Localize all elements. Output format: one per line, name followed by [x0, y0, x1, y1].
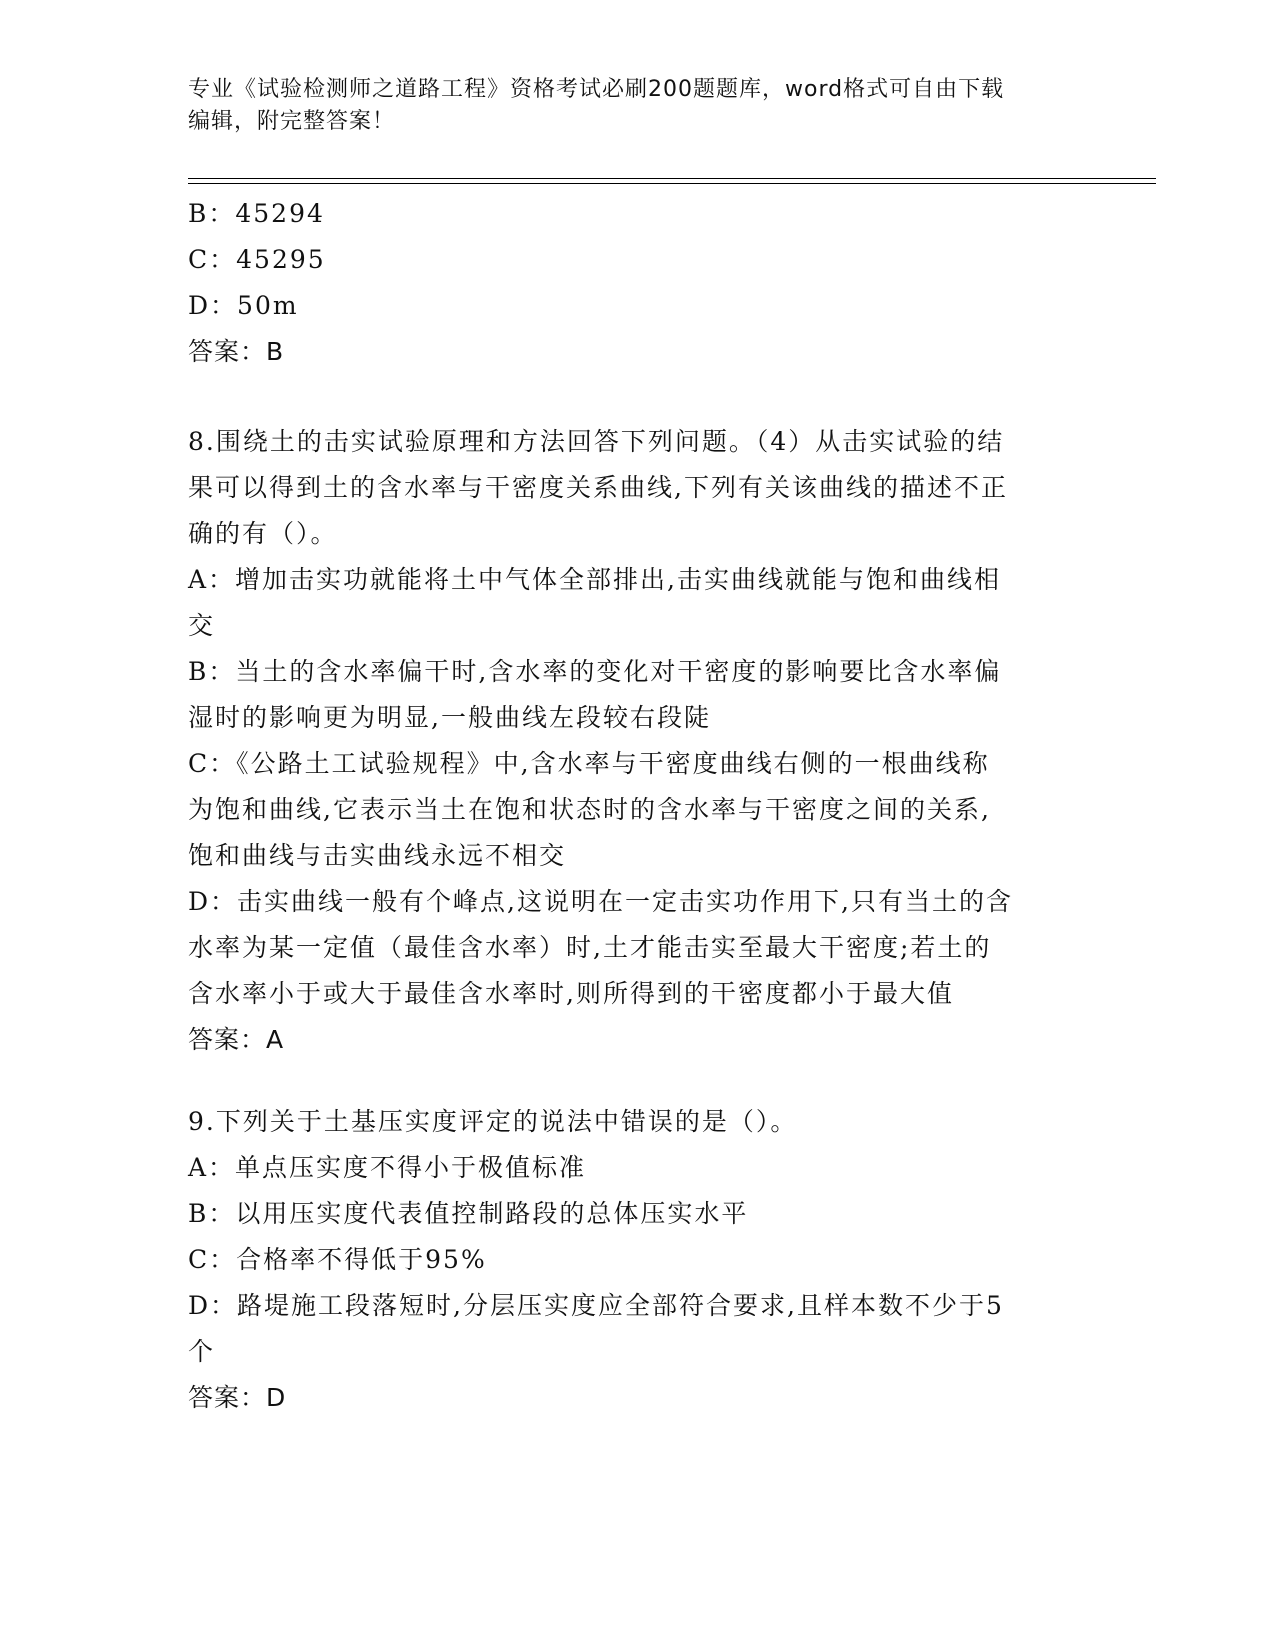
- q9-option-b: B：以用压实度代表值控制路段的总体压实水平: [188, 1199, 749, 1228]
- q9-stem: 9.下列关于土基压实度评定的说法中错误的是（）。: [188, 1107, 798, 1136]
- q8-answer: 答案：A: [188, 1025, 285, 1054]
- q7-answer: 答案：B: [188, 337, 285, 366]
- q8-option-d-line-2: 水率为某一定值（最佳含水率）时,土才能击实至最大干密度;若土的: [188, 933, 992, 962]
- q8-option-c-line-1: C：《公路土工试验规程》中,含水率与干密度曲线右侧的一根曲线称: [188, 749, 990, 778]
- q7-option-b: B：45294: [188, 199, 325, 228]
- q9-option-d-line-1: D：路堤施工段落短时,分层压实度应全部符合要求,且样本数不少于5: [188, 1291, 1004, 1320]
- document-header: [188, 74, 1068, 138]
- header-divider-bottom: [188, 183, 1156, 184]
- spacer: [188, 375, 1078, 419]
- q9-option-c: C：合格率不得低于95%: [188, 1245, 487, 1274]
- q8-stem-line-1: 8.围绕土的击实试验原理和方法回答下列问题。（4）从击实试验的结: [188, 427, 1005, 456]
- q9-answer: 答案：D: [188, 1383, 287, 1412]
- question-9: [188, 1099, 1078, 1421]
- header-divider-top: [188, 178, 1156, 179]
- q9-option-d-line-2: 个: [188, 1337, 216, 1366]
- document-body: [188, 191, 1078, 1421]
- q8-option-c-line-2: 为饱和曲线,它表示当土在饱和状态时的含水率与干密度之间的关系,: [188, 795, 991, 824]
- q8-stem-line-2: 果可以得到土的含水率与干密度关系曲线,下列有关该曲线的描述不正: [188, 473, 1008, 502]
- q8-option-a-line-2: 交: [188, 611, 216, 640]
- header-title-line-2: 编辑，附完整答案！: [188, 109, 396, 134]
- spacer: [188, 1063, 1078, 1099]
- q7-option-d: D：50m: [188, 291, 299, 320]
- q8-option-b-line-1: B：当土的含水率偏干时,含水率的变化对干密度的影响要比含水率偏: [188, 657, 1002, 686]
- q8-option-d-line-3: 含水率小于或大于最佳含水率时,则所得到的干密度都小于最大值: [188, 979, 954, 1008]
- q9-option-a: A：单点压实度不得小于极值标准: [188, 1153, 587, 1182]
- q8-option-b-line-2: 湿时的影响更为明显,一般曲线左段较右段陡: [188, 703, 711, 732]
- q8-option-a-line-1: A：增加击实功就能将土中气体全部排出,击实曲线就能与饱和曲线相: [188, 565, 1002, 594]
- question-8: [188, 419, 1078, 1063]
- q8-option-d-line-1: D：击实曲线一般有个峰点,这说明在一定击实功作用下,只有当土的含: [188, 887, 1013, 916]
- q7-option-c: C：45295: [188, 245, 326, 274]
- q8-stem-line-3: 确的有（）。: [188, 519, 338, 548]
- header-title-line-1: 专业《试验检测师之道路工程》资格考试必刷200题题库，word格式可自由下载: [188, 77, 1005, 102]
- question-7: [188, 191, 1078, 375]
- q8-option-c-line-3: 饱和曲线与击实曲线永远不相交: [188, 841, 567, 870]
